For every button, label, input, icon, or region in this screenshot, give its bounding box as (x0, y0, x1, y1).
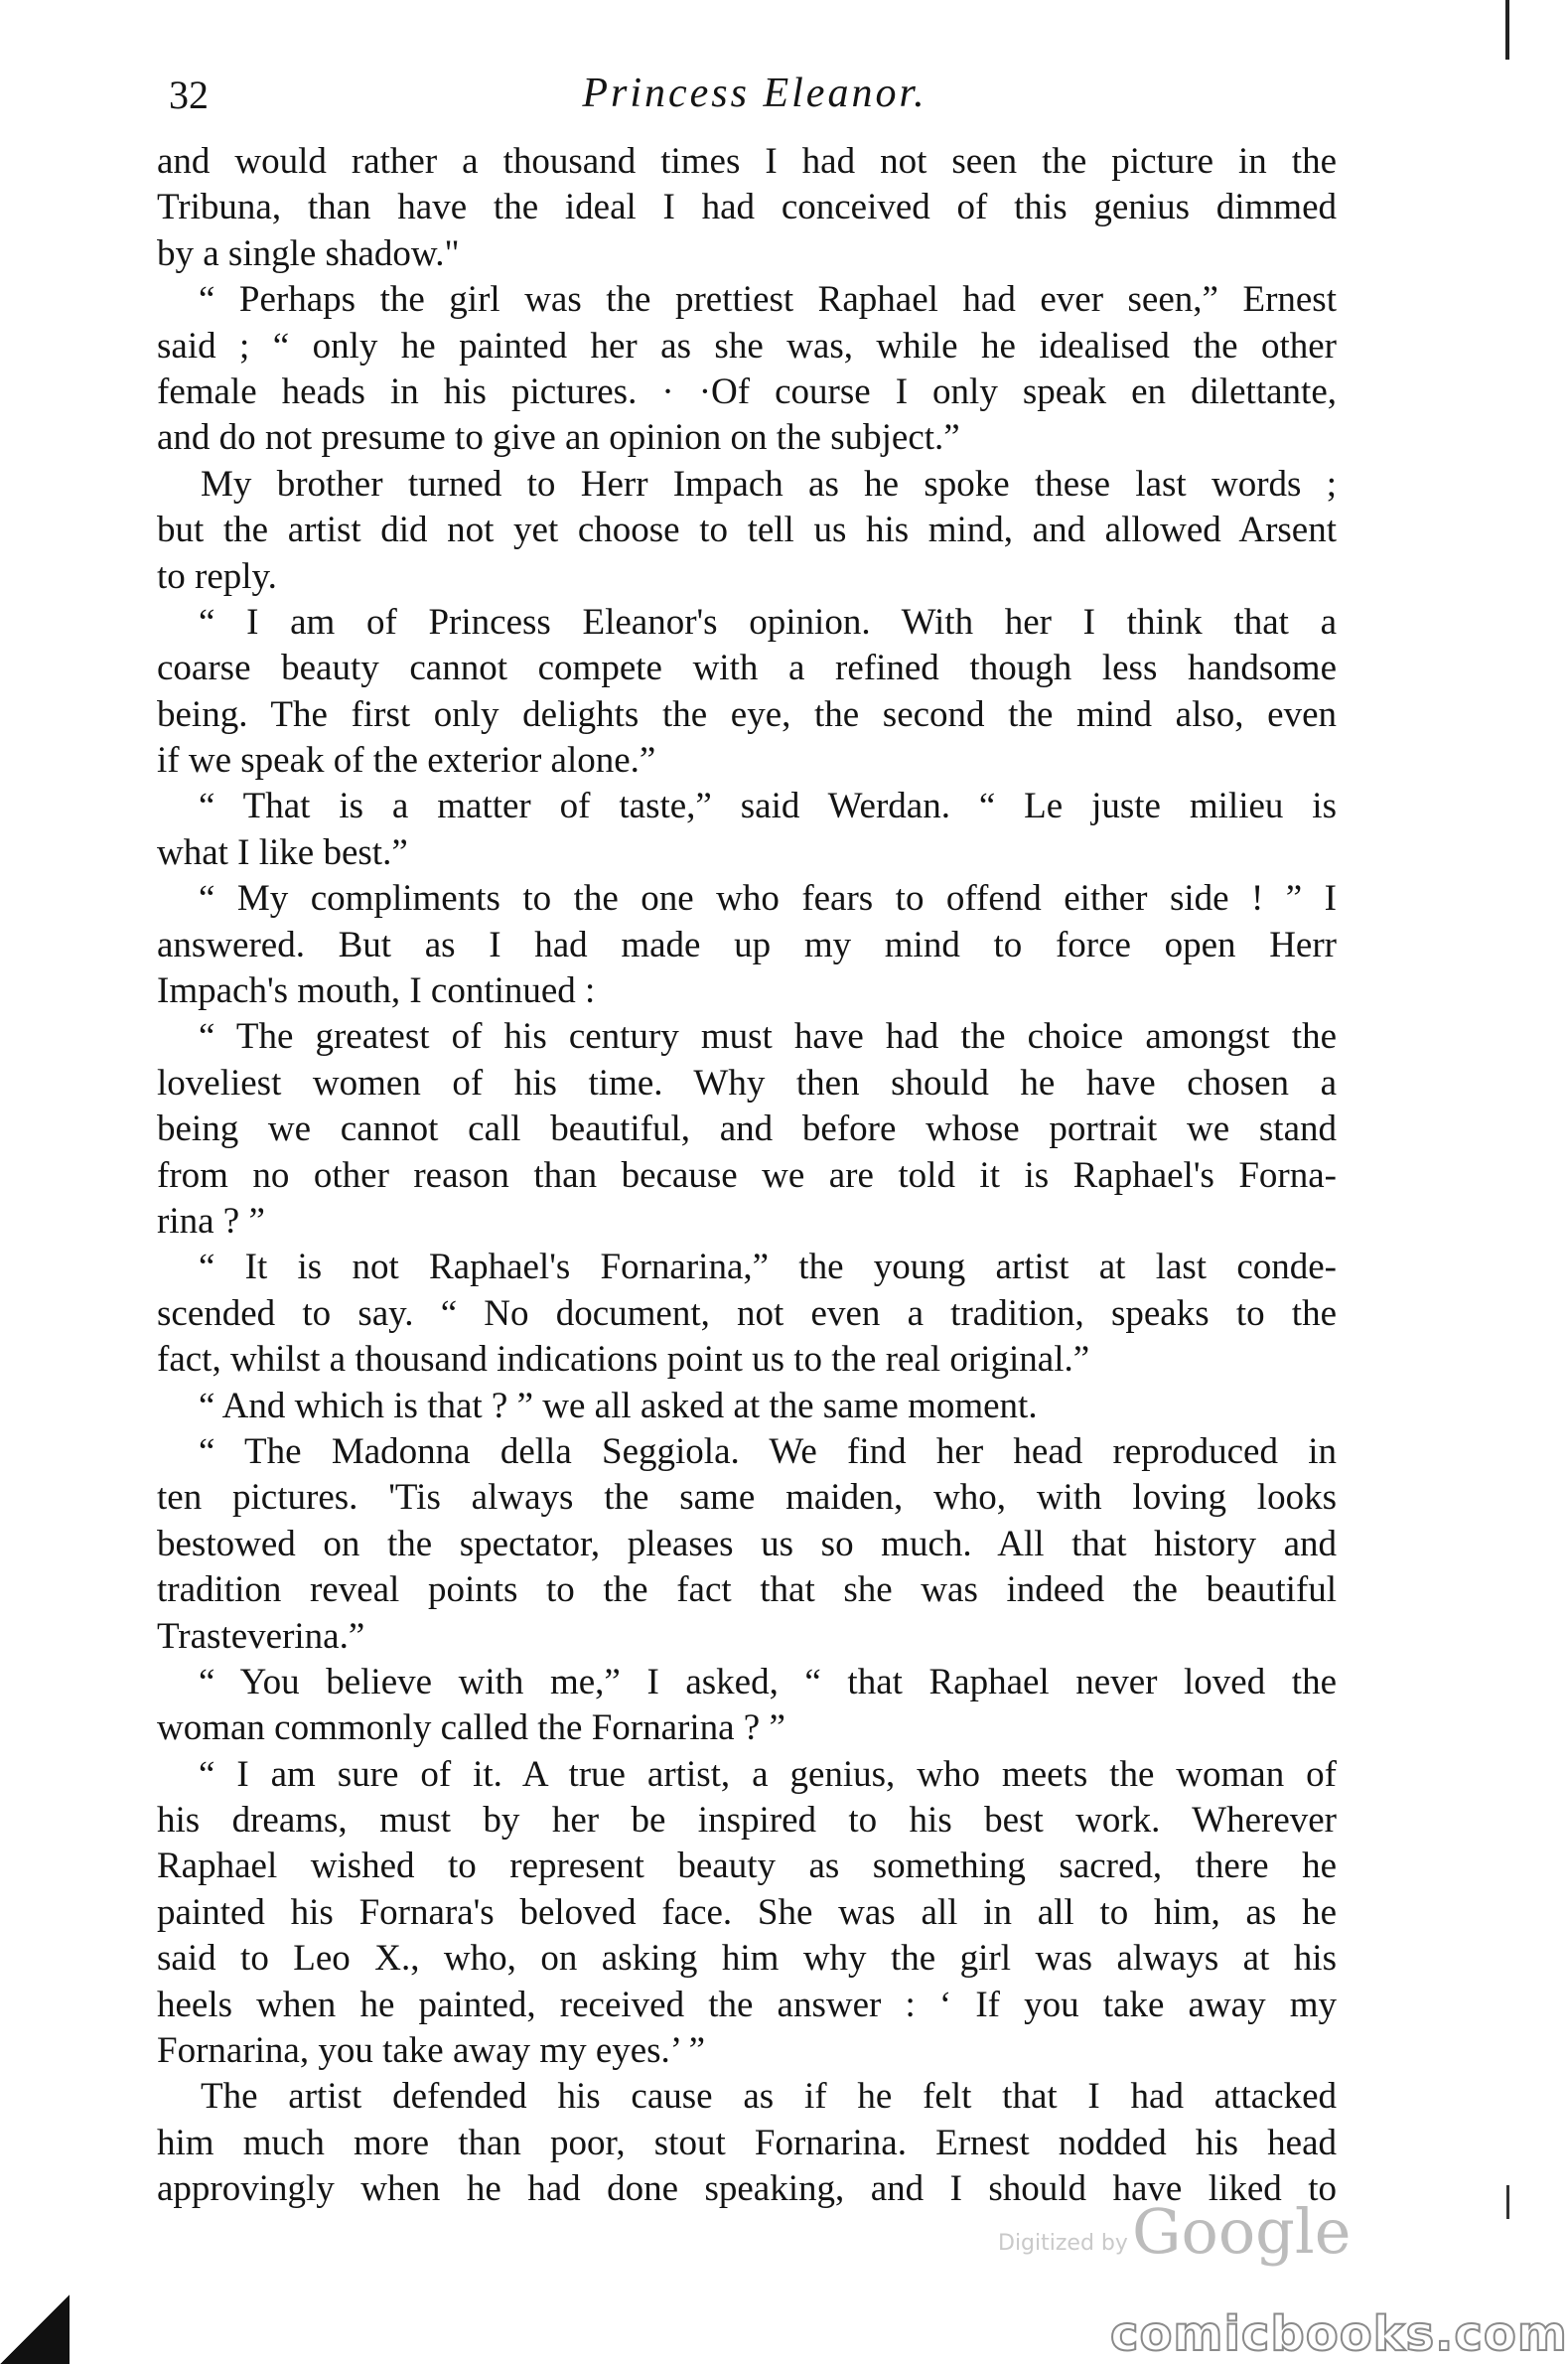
running-title: Princess Eleanor. (582, 71, 927, 116)
text-line: rina ? ” (157, 1200, 265, 1242)
text-line: to reply. (157, 555, 277, 597)
text-line: Impach's mouth, I continued : (157, 970, 596, 1012)
text-line: My brother turned to Herr Impach as he spoke these last words ; (201, 463, 1337, 505)
text-line: and do not presume to give an opinion on the subject.” (157, 417, 960, 459)
text-line: Tribuna, than have the ideal I had conceived of this genius dimmed (157, 187, 1337, 228)
page-edge-mark (1505, 0, 1509, 60)
text-line: bestowed on the spectator, pleases us so much. All that history and (157, 1523, 1337, 1564)
text-line: and would rather a thousand times I had not seen the picture in the (157, 141, 1337, 182)
text-line: his dreams, must by her be inspired to his best work. Wherever (157, 1800, 1337, 1842)
text-line: ten pictures. 'Tis always the same maiden, who, with loving looks (157, 1477, 1337, 1519)
text-line: “ I am sure of it. A true artist, a genius, who meets the woman of (199, 1753, 1337, 1795)
text-line: “ The greatest of his century must have had the choice amongst the (199, 1016, 1337, 1058)
text-line: heels when he painted, received the answer : ‘ If you take away my (157, 1984, 1337, 2025)
text-line: “ It is not Raphael's Fornarina,” the young artist at last conde- (199, 1247, 1337, 1288)
text-line: from no other reason than because we are told it is Raphael's Forna- (157, 1154, 1337, 1196)
text-line: being we cannot call beautiful, and before whose portrait we stand (157, 1108, 1337, 1150)
text-line: “ That is a matter of taste,” said Werdan. “ Le juste milieu is (199, 786, 1337, 827)
text-line: “ And which is that ? ” we all asked at the same moment. (199, 1385, 1038, 1426)
text-line: painted his Fornara's beloved face. She was all in all to him, as he (157, 1891, 1337, 1933)
text-line: Fornarina, you take away my eyes.’ ” (157, 2030, 706, 2072)
text-line: “ My compliments to the one who fears to offend either side ! ” I (199, 878, 1337, 920)
page-edge-mark (1506, 2185, 1509, 2219)
page-corner-shadow (0, 2294, 70, 2364)
google-watermark: Google (1132, 2195, 1352, 2268)
text-line: answered. But as I had made up my mind to force open Herr (157, 924, 1337, 965)
text-line: but the artist did not yet choose to tell us his mind, and allowed Arsent (157, 510, 1337, 551)
text-line: loveliest women of his time. Why then should he have chosen a (157, 1062, 1337, 1104)
text-line: The artist defended his cause as if he felt that I had attacked (201, 2076, 1337, 2118)
text-line: “ I am of Princess Eleanor's opinion. With her I think that a (199, 601, 1337, 643)
text-line: “ You believe with me,” I asked, “ that Raphael never loved the (199, 1661, 1337, 1702)
text-line: female heads in his pictures. · ·Of course I only speak en dilettante, (157, 370, 1337, 412)
body-text (157, 139, 1337, 2213)
text-line: coarse beauty cannot compete with a refined though less handsome (157, 648, 1337, 689)
text-line: scended to say. “ No document, not even a tradition, speaks to the (157, 1292, 1337, 1334)
page-number: 32 (169, 73, 209, 117)
digitized-by-watermark: Digitized by (998, 2231, 1128, 2256)
text-line: “ The Madonna della Seggiola. We find her head reproduced in (199, 1430, 1337, 1472)
text-line: what I like best.” (157, 831, 408, 873)
text-line: him much more than poor, stout Fornarina. Ernest nodded his head (157, 2122, 1337, 2163)
site-watermark: comicbooks.com (1110, 2306, 1568, 2362)
text-line: said ; “ only he painted her as she was, while he idealised the other (157, 325, 1337, 367)
text-line: Trasteverina.” (157, 1615, 365, 1657)
text-line: tradition reveal points to the fact that she was indeed the beautiful (157, 1569, 1337, 1611)
text-line: if we speak of the exterior alone.” (157, 740, 656, 782)
text-line: being. The first only delights the eye, the second the mind also, even (157, 693, 1337, 735)
text-line: woman commonly called the Fornarina ? ” (157, 1707, 785, 1749)
text-line: fact, whilst a thousand indications point us to the real original.” (157, 1339, 1090, 1381)
text-line: said to Leo X., who, on asking him why the girl was always at his (157, 1938, 1337, 1980)
text-line: “ Perhaps the girl was the prettiest Raphael had ever seen,” Ernest (199, 279, 1337, 321)
text-line: approvingly when he had done speaking, and I should have liked to (157, 2168, 1337, 2210)
text-line: Raphael wished to represent beauty as something sacred, there he (157, 1846, 1337, 1887)
text-line: by a single shadow." (157, 232, 460, 274)
